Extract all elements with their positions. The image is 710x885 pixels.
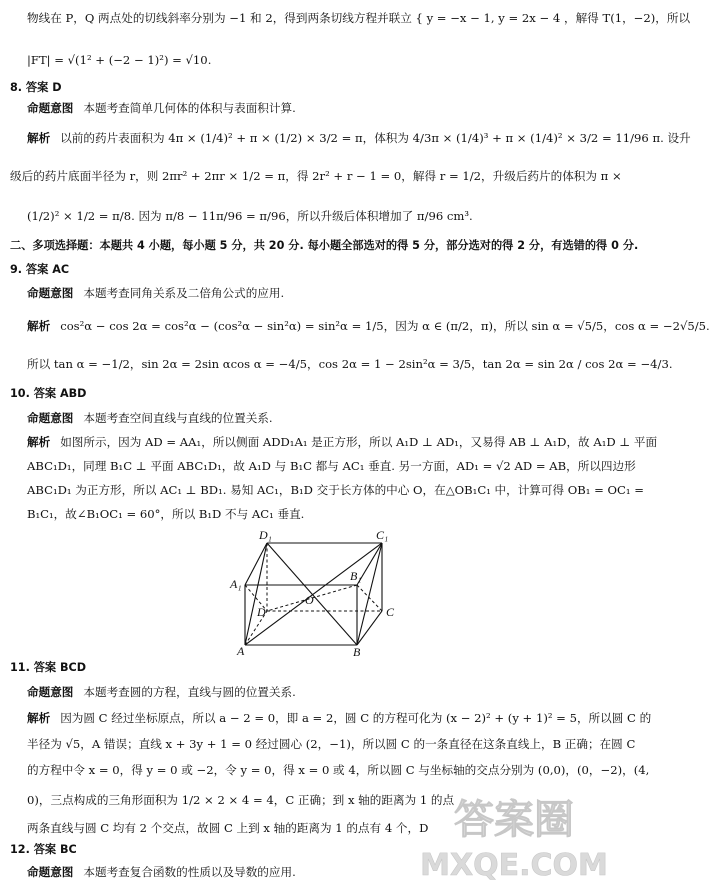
- intent-row: [27, 864, 296, 880]
- intent-text: 本题考查空间直线与直线的位置关系.: [83, 411, 273, 425]
- diag-A-D1: [245, 543, 267, 645]
- section-heading: 二、多项选择题：本题共 4 小题，每小题 5 分，共 20 分. 每小题全部选对的得 5 分，部分选对的得 2 分，有选错的得 0 分.: [10, 239, 639, 252]
- watermark-bottom-text: MXQE.COM: [420, 848, 608, 883]
- intent-row: [27, 285, 284, 301]
- text-line: ABC₁D₁，同理 B₁C ⊥ 平面 ABC₁D₁，故 A₁D 与 B₁C 都与 AC₁ 垂直. 另一方面，AD₁ = √2 AD = AB，所以四边形: [27, 459, 636, 473]
- point-label-A1: A₁: [230, 577, 242, 591]
- intent-label: 命题意图: [27, 101, 74, 115]
- text-line: 物线在 P，Q 两点处的切线斜率分别为 −1 和 2，得到两条切线方程并联立 { y = −x − 1, y = 2x − 4 ，解得 T(1，−2)，所以: [27, 11, 691, 25]
- intent-row: [27, 684, 296, 700]
- analysis-label: 解析: [27, 131, 51, 145]
- analysis-label: 解析: [27, 711, 51, 725]
- intent-row: [27, 410, 273, 426]
- intent-text: 本题考查同角关系及二倍角公式的应用.: [83, 286, 285, 300]
- point-label-A: A: [237, 644, 245, 658]
- analysis-text: 以前的药片表面积为 4π × (1/4)² + π × (1/2) × 3/2 = π，体积为 4/3π × (1/4)³ + π × (1/4)² × 3/2 = 11/96 π. 设升: [60, 131, 691, 145]
- analysis-text: 如图所示，因为 AD = AA₁，所以侧面 ADD₁A₁ 是正方形，所以 A₁D ⊥ AD₁，又易得 AB ⊥ A₁D，故 A₁D ⊥ 平面: [60, 435, 658, 449]
- edge-A1-D1: [245, 543, 267, 585]
- text-line: B₁C₁，故∠B₁OC₁ = 60°，所以 B₁D 不与 AC₁ 垂直.: [27, 507, 305, 521]
- text-line: 所以 tan α = −1/2，sin 2α = 2sin αcos α = −4/5，cos 2α = 1 − 2sin²α = 3/5，tan 2α = sin 2α / cos 2α = −4/3.: [27, 357, 673, 371]
- text-line: |FT| = √(1² + (−2 − 1)²) = √10.: [27, 53, 212, 67]
- answer-heading: 12. 答案 BC: [10, 843, 77, 856]
- point-label-C: C: [386, 605, 395, 619]
- analysis-row: [27, 434, 657, 450]
- intent-label: 命题意图: [27, 865, 74, 879]
- analysis-row: [27, 710, 651, 726]
- text-line: 半径为 √5，A 错误；直线 x + 3y + 1 = 0 经过圆心 (2，−1)，所以圆 C 的一条直径在这条直线上，B 正确；在圆 C: [27, 737, 636, 751]
- answer-heading: 10. 答案 ABD: [10, 387, 87, 400]
- point-label-B: B: [353, 645, 361, 659]
- watermark-top-text: 答案圈: [454, 797, 574, 843]
- analysis-row: [27, 130, 691, 146]
- text-line: 两条直线与圆 C 均有 2 个交点，故圆 C 上到 x 轴的距离为 1 的点有 4 个，D: [27, 821, 429, 835]
- intent-text: 本题考查复合函数的性质以及导数的应用.: [83, 865, 296, 879]
- point-label-C1: C₁: [376, 528, 389, 542]
- point-label-D1: D₁: [259, 528, 272, 542]
- analysis-text: 因为圆 C 经过坐标原点，所以 a − 2 = 0，即 a = 2，圆 C 的方程可化为 (x − 2)² + (y + 1)² = 5，所以圆 C 的: [60, 711, 652, 725]
- intent-label: 命题意图: [27, 286, 74, 300]
- answer-heading: 11. 答案 BCD: [10, 661, 87, 674]
- intent-text: 本题考查圆的方程，直线与圆的位置关系.: [83, 685, 296, 699]
- answer-heading: 8. 答案 D: [10, 81, 62, 94]
- point-label-O: O: [305, 593, 314, 607]
- hidden-diag-B1-C: [357, 585, 382, 611]
- cuboid-figure: [225, 528, 400, 658]
- text-line: 的方程中令 x = 0，得 y = 0 或 −2，令 y = 0，得 x = 0 或 4，所以圆 C 与坐标轴的交点分别为 (0,0)，(0，−2)，(4,: [27, 763, 650, 777]
- text-line: 级后的药片底面半径为 r，则 2πr² + 2πr × 1/2 = π，得 2r² + r − 1 = 0，解得 r = 1/2，升级后药片的体积为 π ×: [10, 169, 622, 183]
- analysis-label: 解析: [27, 319, 51, 333]
- point-label-B1: B₁: [350, 569, 362, 583]
- intent-text: 本题考查简单几何体的体积与表面积计算.: [83, 101, 296, 115]
- intent-row: [27, 100, 296, 116]
- point-label-D: D: [257, 605, 266, 619]
- text-line: (1/2)² × 1/2 = π/8. 因为 π/8 − 11π/96 = π/96，所以升级后体积增加了 π/96 cm³.: [27, 209, 473, 223]
- analysis-label: 解析: [27, 435, 51, 449]
- text-line: ABC₁D₁ 为正方形，所以 AC₁ ⊥ BD₁. 易知 AC₁，B₁D 交于长方体的中心 O，在△OB₁C₁ 中，计算可得 OB₁ = OC₁ =: [27, 483, 644, 497]
- answer-heading: 9. 答案 AC: [10, 263, 70, 276]
- intent-label: 命题意图: [27, 685, 74, 699]
- analysis-row: [27, 318, 710, 334]
- site-watermark: [418, 787, 610, 883]
- intent-label: 命题意图: [27, 411, 74, 425]
- text-line: 0)，三点构成的三角形面积为 1/2 × 2 × 4 = 4，C 正确；到 x 轴的距离为 1 的点: [27, 793, 455, 807]
- analysis-text: cos²α − cos 2α = cos²α − (cos²α − sin²α) = sin²α = 1/5，因为 α ∈ (π/2，π)，所以 sin α = √5/5，cos α = −2√5/5.: [60, 319, 710, 333]
